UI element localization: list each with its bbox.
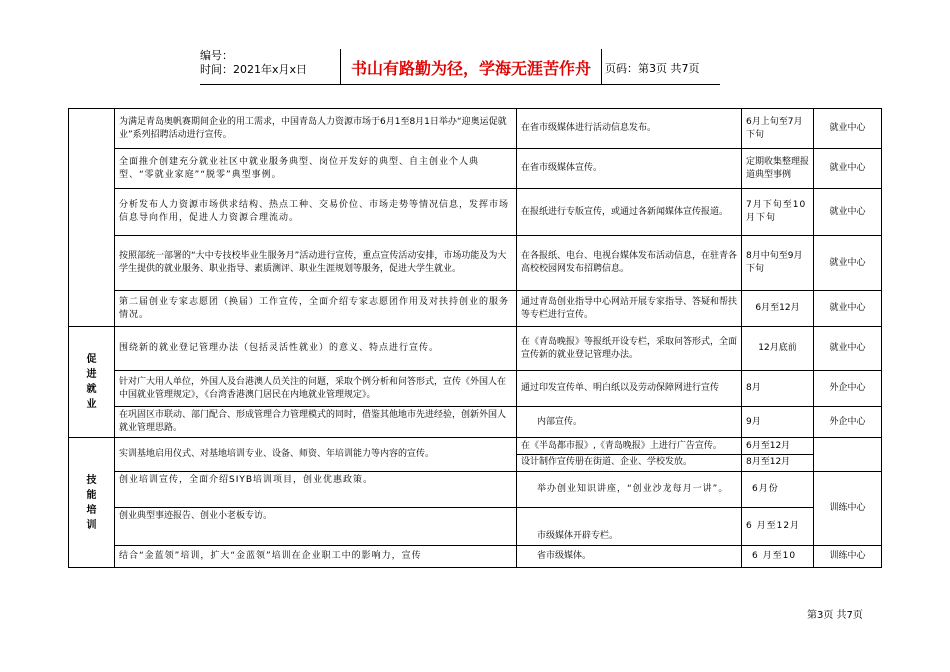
content-cell: 按照部统一部署的“大中专技校毕业生服务月”活动进行宣传，重点宣传活动安排，市场功能及为大学生提供的就业服务、职业指导、素质测评、职业生涯规划等服务，促进大学生就业。 xyxy=(115,236,517,291)
time-cell: 6 月至12月 xyxy=(742,508,814,546)
content-cell: 分析发布人力资源市场供求结构、热点工种、交易价位、市场走势等情况信息，发挥市场信息导向作用，促进人力资源合理流动。 xyxy=(115,189,517,236)
time-cell: 定期收集整理报道典型事例 xyxy=(742,149,814,189)
unit-cell: 训练中心 xyxy=(814,472,882,546)
time-cell: 6 月至10 xyxy=(742,546,814,568)
content-cell: 围绕新的就业登记管理办法（包括灵活性就业）的意义、特点进行宣传。 xyxy=(115,327,517,371)
table-row xyxy=(69,546,882,568)
unit-cell: 训练中心 xyxy=(814,546,882,568)
method-cell: 省市级媒体。 xyxy=(517,546,742,568)
method-cell xyxy=(517,438,742,472)
category-skill-training: 技能培训 xyxy=(69,438,115,568)
table-row xyxy=(69,472,882,508)
table-row xyxy=(69,291,882,327)
header-motto: 书山有路勤为径，学海无涯苦作舟 xyxy=(340,49,602,85)
time-cell: 6月至12月 xyxy=(742,291,814,327)
time-cell: 7月下旬至10月下旬 xyxy=(742,189,814,236)
table-row xyxy=(69,189,882,236)
publicity-plan-table xyxy=(68,108,881,568)
method-cell: 举办创业知识讲座，“创业沙龙每月一讲”。 xyxy=(517,472,742,508)
time-cell-part: 6月至12月 xyxy=(742,439,813,455)
unit-cell xyxy=(814,438,882,472)
time-cell xyxy=(742,438,814,472)
document-number-label: 编号： xyxy=(200,49,233,62)
content-cell: 在巩固区市联动、部门配合、形成管理合力管理模式的同时，借鉴其他地市先进经验，创新外国人就业管理思路。 xyxy=(115,407,517,438)
method-cell: 在省市级媒体进行活动信息发布。 xyxy=(517,109,742,149)
table-row xyxy=(69,327,882,371)
table-row xyxy=(69,109,882,149)
category-promote-employment: 促进就业 xyxy=(69,327,115,438)
category-cell-empty xyxy=(69,109,115,327)
time-cell: 8月中旬至9月下旬 xyxy=(742,236,814,291)
time-cell: 8月 xyxy=(742,371,814,407)
table-row xyxy=(69,371,882,407)
table-row xyxy=(69,508,882,546)
unit-cell: 就业中心 xyxy=(814,109,882,149)
content-cell: 第二届创业专家志愿团（换届）工作宣传，全面介绍专家志愿团作用及对扶持创业的服务情况。 xyxy=(115,291,517,327)
method-cell: 在报纸进行专版宣传，或通过各新闻媒体宣传报道。 xyxy=(517,189,742,236)
header-divider xyxy=(200,84,720,85)
unit-cell: 就业中心 xyxy=(814,149,882,189)
content-cell: 创业培训宣传，全面介绍SIYB培训项目，创业优惠政策。 xyxy=(115,472,517,508)
unit-cell: 就业中心 xyxy=(814,291,882,327)
method-cell: 通过青岛创业指导中心网站开展专家指导、答疑和帮扶等专栏进行宣传。 xyxy=(517,291,742,327)
content-cell: 全面推介创建充分就业社区中就业服务典型、岗位开发好的典型、自主创业个人典型、“零就业家庭”“脱零”典型事例。 xyxy=(115,149,517,189)
table-row xyxy=(69,407,882,438)
content-cell: 创业典型事迹报告、创业小老板专访。 xyxy=(115,508,517,546)
time-cell: 6月份 xyxy=(742,472,814,508)
unit-cell: 外企中心 xyxy=(814,371,882,407)
time-cell: 9月 xyxy=(742,407,814,438)
table-row xyxy=(69,149,882,189)
time-cell: 12月底前 xyxy=(742,327,814,371)
method-cell: 在《青岛晚报》等报纸开设专栏，采取问答形式，全面宣传新的就业登记管理办法。 xyxy=(517,327,742,371)
time-cell-part: 8月至12月 xyxy=(746,457,791,467)
method-cell: 市级媒体开辟专栏。 xyxy=(517,508,742,546)
method-cell-part: 设计制作宣传册在街道、企业、学校发放。 xyxy=(521,457,693,467)
unit-cell: 就业中心 xyxy=(814,189,882,236)
table-row xyxy=(69,438,882,472)
table-row xyxy=(69,236,882,291)
content-cell: 实训基地启用仪式、对基地培训专业、设备、师资、年培训能力等内容的宣传。 xyxy=(115,438,517,472)
unit-cell: 外企中心 xyxy=(814,407,882,438)
method-cell-part: 在《半岛都市报》,《青岛晚报》上进行广告宣传。 xyxy=(517,439,741,455)
unit-cell: 就业中心 xyxy=(814,327,882,371)
header-page-label: 页码：第3页 共7页 xyxy=(605,62,700,75)
content-cell: 为满足青岛奥帆赛期间企业的用工需求，中国青岛人力资源市场于6月1至8月1日举办“迎奥运促就业”系列招聘活动进行宣传。 xyxy=(115,109,517,149)
content-cell: 针对广大用人单位，外国人及台港澳人员关注的问题，采取个例分析和问答形式，宣传《外国人在中国就业管理规定》，《台湾香港澳门居民在内地就业管理规定》。 xyxy=(115,371,517,407)
footer-page-label: 第3页 共7页 xyxy=(807,610,863,621)
method-cell: 通过印发宣传单、明白纸以及劳动保障网进行宣传 xyxy=(517,371,742,407)
time-cell: 6月上旬至7月下旬 xyxy=(742,109,814,149)
method-cell: 在省市级媒体宣传。 xyxy=(517,149,742,189)
method-cell: 内部宣传。 xyxy=(517,407,742,438)
content-cell: 结合“金蓝领”培训，扩大“金蓝领”培训在企业职工中的影响力，宣传 xyxy=(115,546,517,568)
method-cell: 在各报纸、电台、电视台媒体发布活动信息，在驻青各高校校园网发布招聘信息。 xyxy=(517,236,742,291)
document-time-label: 时间：2021年x月x日 xyxy=(200,63,308,76)
unit-cell: 就业中心 xyxy=(814,236,882,291)
header-meta xyxy=(200,49,340,85)
